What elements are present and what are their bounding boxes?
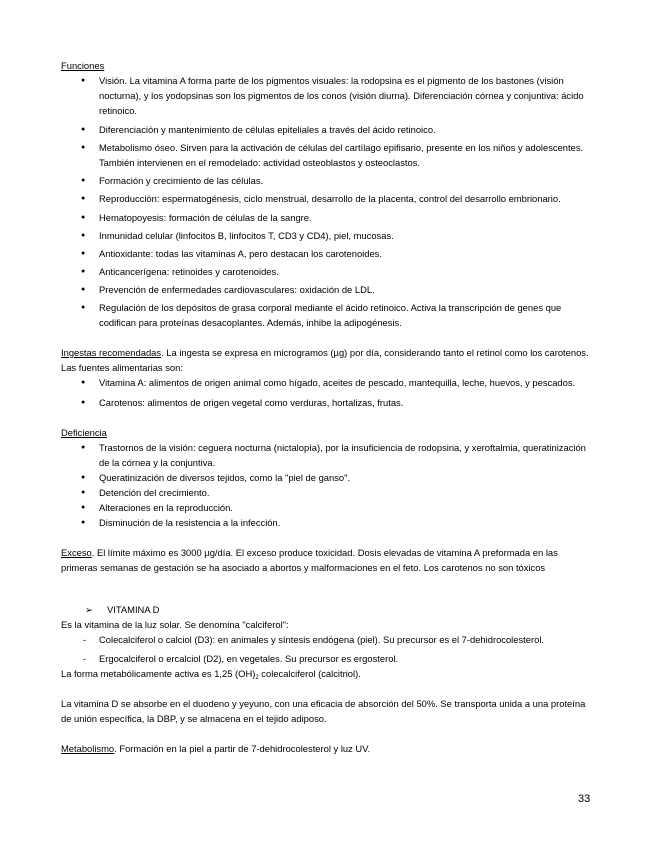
list-item: ● Vitamina A: alimentos de origen animal como hígado, aceites de pescado, mantequilla, leche, huevos, y pescados. bbox=[61, 375, 596, 390]
funciones-section bbox=[61, 58, 596, 330]
page-number: 33 bbox=[578, 793, 591, 805]
active-form-text-end: colecalciferol (calcitriol). bbox=[258, 668, 361, 679]
subscript-2: 2 bbox=[255, 675, 259, 681]
list-item: ● Metabolismo óseo. Sirven para la activación de células del cartílago epifisario, presente en los niños y adolescentes. También intervienen en el remodelado: actividad osteoblastos y osteoclastos. bbox=[61, 140, 596, 170]
list-item: ● Disminución de la resistencia a la infección. bbox=[61, 515, 596, 530]
ingestas-paragraph bbox=[61, 345, 596, 375]
absorption-paragraph: La vitamina D se absorbe en el duodeno y yeyuno, con una eficacia de absorción del 50%. Se transporta unida a una proteína de unión específica, la DBP, y se almacena en el tejido adiposo. bbox=[61, 698, 586, 724]
exceso-paragraph bbox=[61, 545, 596, 575]
vitamina-d-title bbox=[61, 602, 596, 617]
document-page bbox=[61, 58, 596, 756]
deficiencia-heading: Deficiencia bbox=[61, 427, 107, 438]
list-item: ● Regulación de los depósitos de grasa corporal mediante el ácido retinoico. Activa la transcripción de genes que codifican para proteínas desacoplantes. Además, inhibe la adipogénesis. bbox=[61, 300, 596, 330]
list-item: ● Visión. La vitamina A forma parte de los pigmentos visuales: la rodopsina es el pigmento de los bastones (visión nocturna), y los yodopsinas son los pigmentos de los conos (visión diurna). Diferenciación córnea y conjuntiva: ácido retinoico. bbox=[61, 73, 596, 118]
list-item: ● Queratinización de diversos tejidos, como la "piel de ganso". bbox=[61, 470, 596, 485]
list-item: ● Formación y crecimiento de las células. bbox=[61, 173, 596, 188]
list-item: ● Trastornos de la visión: ceguera nocturna (nictalopía), por la insuficiencia de rodopsina, y xeroftalmia, queratinización de la córnea y la conjuntiva. bbox=[61, 440, 596, 470]
active-form-paragraph bbox=[61, 666, 596, 681]
ingestas-section bbox=[61, 345, 596, 410]
exceso-heading: Exceso bbox=[61, 547, 92, 558]
deficiencia-list bbox=[61, 440, 596, 530]
vitamina-d-intro: Es la vitamina de la luz solar. Se denomina "calciferol": bbox=[61, 619, 289, 630]
list-item: ● Inmunidad celular (linfocitos B, linfocitos T, CD3 y CD4), piel, mucosas. bbox=[61, 228, 596, 243]
list-item: ● Anticancerígena: retinoides y carotenoides. bbox=[61, 264, 596, 279]
exceso-text: . El límite máximo es 3000 µg/día. El exceso produce toxicidad. Dosis elevadas de vitamina A preformada en las primeras semanas de gestación se ha asociado a abortos y malformaciones en el feto. Los carotenos no son tóxicos bbox=[61, 547, 558, 573]
ingestas-list bbox=[61, 375, 596, 410]
list-item: ● Alteraciones en la reproducción. bbox=[61, 500, 596, 515]
list-item: ● Antioxidante: todas las vitaminas A, pero destacan los carotenoides. bbox=[61, 246, 596, 261]
metabolismo-heading: Metabolismo bbox=[61, 743, 115, 754]
vitamina-d-section bbox=[61, 602, 596, 726]
list-item: ● Prevención de enfermedades cardiovasculares: oxidación de LDL. bbox=[61, 282, 596, 297]
ingestas-text: . La ingesta se expresa en microgramos (µg) por día, considerando tanto el retinol como los carotenos. Las fuentes alimentarias son: bbox=[61, 347, 589, 373]
metabolismo-paragraph bbox=[61, 741, 596, 756]
funciones-heading: Funciones bbox=[61, 60, 105, 71]
active-form-text: La forma metabólicamente activa es 1,25 (OH) bbox=[61, 668, 256, 679]
metabolismo-section bbox=[61, 741, 596, 756]
exceso-section bbox=[61, 545, 596, 575]
ingestas-heading: Ingestas recomendadas bbox=[61, 347, 162, 358]
list-item: ● Diferenciación y mantenimiento de células epiteliales a través del ácido retinoico. bbox=[61, 122, 596, 137]
deficiencia-section bbox=[61, 425, 596, 530]
vitamina-d-title-text: VITAMINA D bbox=[107, 604, 160, 615]
metabolismo-text: . Formación en la piel a partir de 7-dehidrocolesterol y luz UV. bbox=[114, 743, 371, 754]
vitamina-d-list bbox=[61, 632, 596, 666]
list-item: ● Detención del crecimiento. bbox=[61, 485, 596, 500]
funciones-list bbox=[61, 73, 596, 330]
list-item: - Colecalciferol o calciol (D3): en animales y síntesis endógena (piel). Su precursor es el 7-dehidrocolesterol. bbox=[61, 632, 596, 647]
arrow-bullet-icon: ➢ bbox=[85, 604, 93, 615]
list-item: - Ergocalciferol o ercalciol (D2), en vegetales. Su precursor es ergosterol. bbox=[61, 651, 596, 666]
list-item: ● Carotenos: alimentos de origen vegetal como verduras, hortalizas, frutas. bbox=[61, 395, 596, 410]
list-item: ● Hematopoyesis: formación de células de la sangre. bbox=[61, 210, 596, 225]
list-item: ● Reproducción: espermatogénesis, ciclo menstrual, desarrollo de la placenta, control del desarrollo embrionario. bbox=[61, 191, 596, 206]
